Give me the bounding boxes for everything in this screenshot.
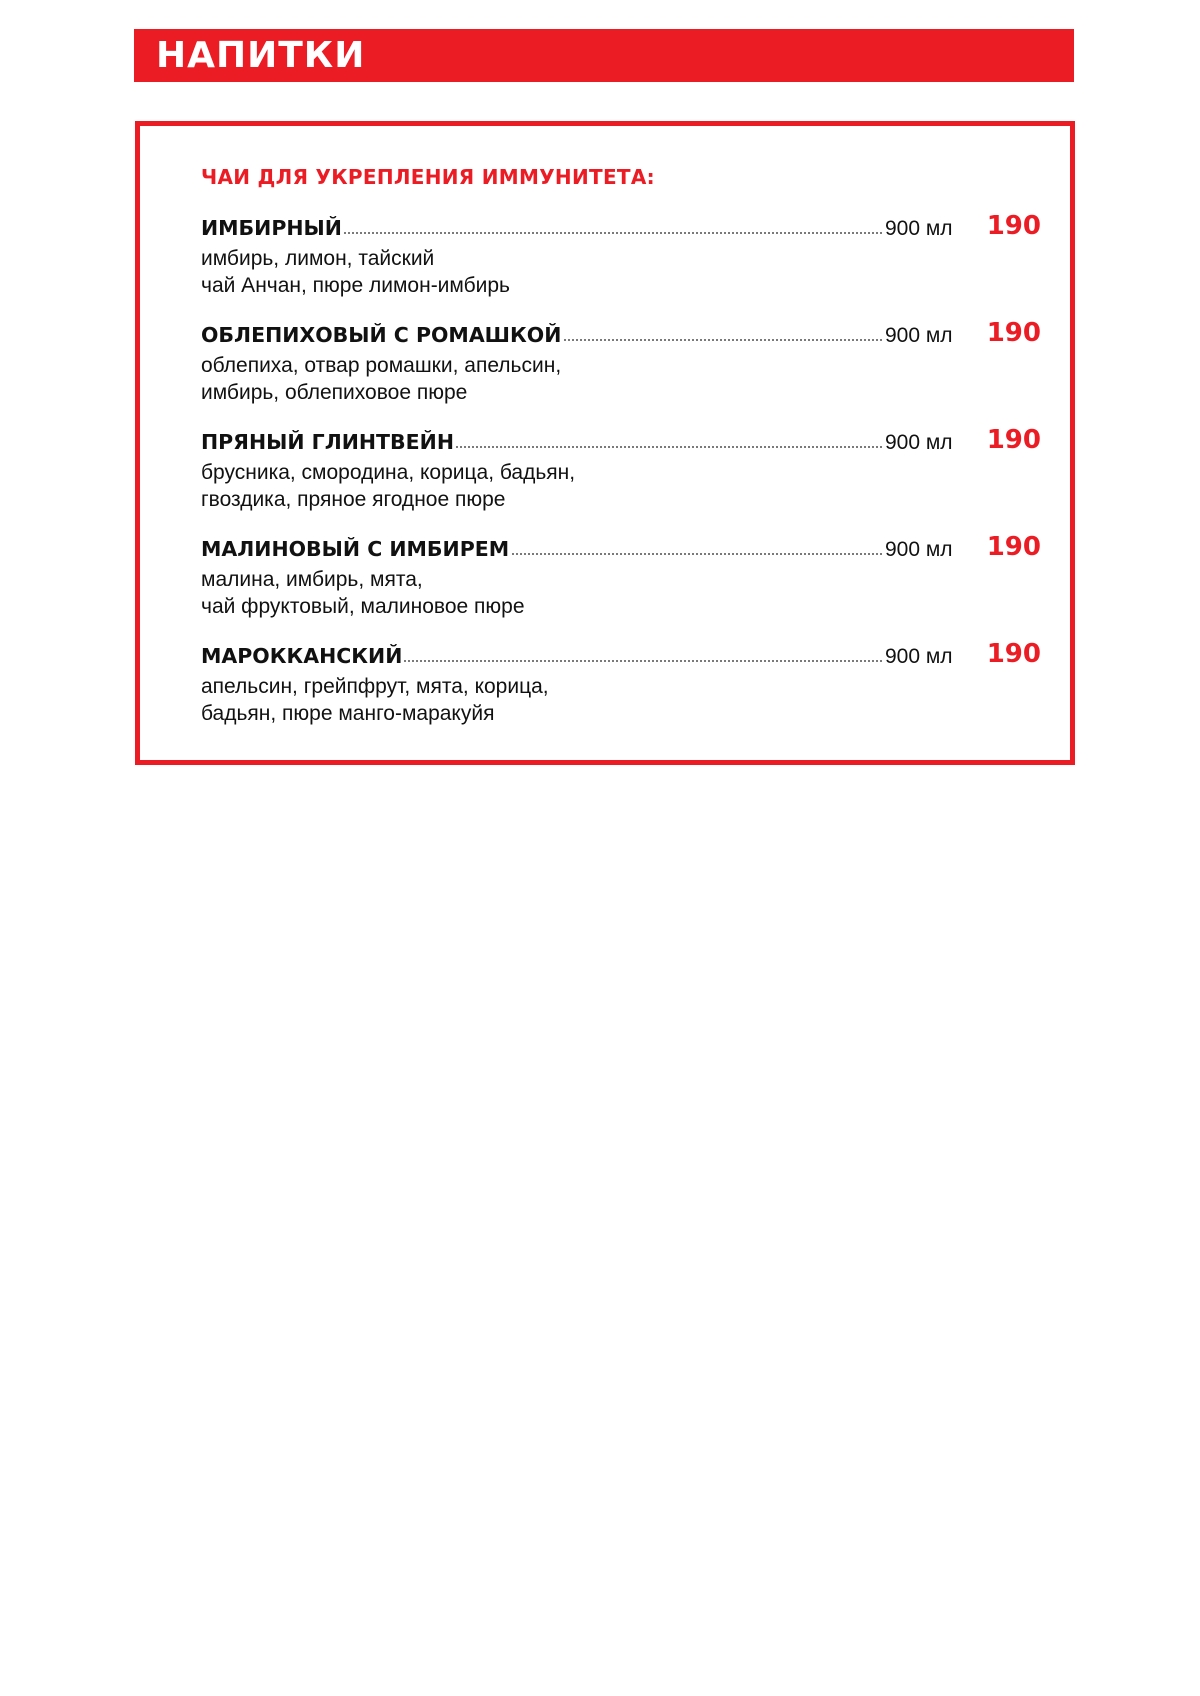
menu-item-description	[201, 245, 510, 299]
menu-item-description	[201, 673, 549, 727]
menu-item-name: МАРОККАНСКИЙ	[201, 644, 403, 668]
header-band	[134, 29, 1074, 82]
menu-item-name: МАЛИНОВЫЙ С ИМБИРЕМ	[201, 537, 510, 561]
description-line: имбирь, лимон, тайский	[201, 247, 435, 270]
menu-item-price: 190	[986, 532, 1041, 562]
section-title: ЧАИ ДЛЯ УКРЕПЛЕНИЯ ИММУНИТЕТА:	[201, 165, 655, 189]
menu-item-volume: 900 мл	[885, 217, 953, 240]
description-line: чай фруктовый, малиновое пюре	[201, 595, 525, 618]
menu-item-price: 190	[986, 639, 1041, 669]
menu-item-volume: 900 мл	[885, 538, 953, 561]
menu-item-price: 190	[986, 211, 1041, 241]
menu-item	[201, 529, 1041, 625]
menu-item-price: 190	[986, 425, 1041, 455]
description-line: брусника, смородина, корица, бадьян,	[201, 461, 576, 484]
menu-item-description	[201, 352, 561, 406]
menu-item	[201, 422, 1041, 518]
page-title: НАПИТКИ	[156, 35, 366, 76]
menu-item-name: ОБЛЕПИХОВЫЙ С РОМАШКОЙ	[201, 323, 562, 347]
description-line: бадьян, пюре манго-маракуйя	[201, 702, 495, 725]
menu-item-volume: 900 мл	[885, 324, 953, 347]
description-line: чай Анчан, пюре лимон-имбирь	[201, 274, 510, 297]
description-line: малина, имбирь, мята,	[201, 568, 423, 591]
description-line: гвоздика, пряное ягодное пюре	[201, 488, 506, 511]
menu-item-volume: 900 мл	[885, 645, 953, 668]
menu-box	[135, 121, 1075, 765]
description-line: апельсин, грейпфрут, мята, корица,	[201, 675, 549, 698]
menu-item-description	[201, 459, 575, 513]
menu-item	[201, 208, 1041, 304]
menu-item-name: ПРЯНЫЙ ГЛИНТВЕЙН	[201, 430, 454, 454]
menu-item-volume: 900 мл	[885, 431, 953, 454]
description-line: имбирь, облепиховое пюре	[201, 381, 468, 404]
menu-item-name: ИМБИРНЫЙ	[201, 216, 342, 240]
menu-item	[201, 315, 1041, 411]
description-line: облепиха, отвар ромашки, апельсин,	[201, 354, 562, 377]
menu-item	[201, 636, 1041, 732]
menu-item-description	[201, 566, 525, 620]
menu-item-price: 190	[986, 318, 1041, 348]
